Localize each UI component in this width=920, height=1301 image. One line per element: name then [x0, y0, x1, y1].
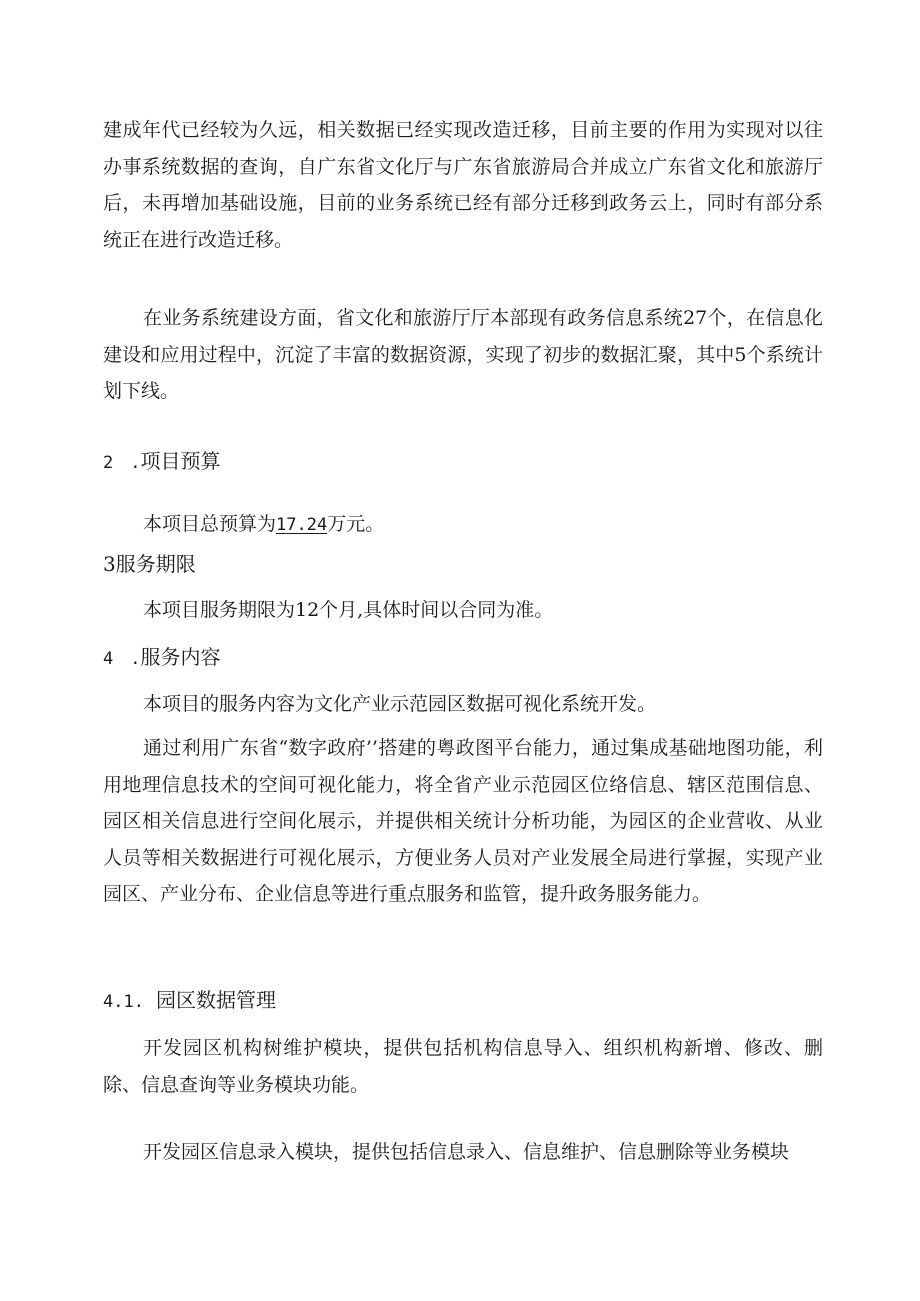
paragraph-service-period: 本项目服务期限为12个月,具体时间以合同为准。	[143, 599, 554, 621]
heading-park-data-title: 园区数据管理	[155, 988, 276, 1012]
paragraph-info-entry: 开发园区信息录入模块，提供包括信息录入、信息维护、信息删除等业务模块	[143, 1141, 790, 1163]
budget-suffix: 万元。	[327, 513, 385, 535]
heading-service-content-number: 4 .	[103, 649, 141, 669]
heading-park-data-number: 4.1.	[103, 992, 144, 1012]
heading-park-data-management	[103, 985, 276, 1017]
paragraph-infrastructure: 建成年代已经较为久远，相关数据已经实现改造迁移，目前主要的作用为实现对以往办事系统数据的查询，自广东省文化厅与广东省旅游局合并成立广东省文化和旅游厅后，未再增加基础设施，目前的业务系统已经有部分迁移到政务云上，同时有部分系统正在进行改造迁移。	[103, 119, 823, 251]
paragraph-budget	[103, 506, 823, 544]
heading-budget-number: 2 .	[103, 453, 141, 473]
heading-service-content-title: 服务内容	[140, 645, 221, 669]
heading-budget-title: 项目预算	[140, 449, 221, 473]
paragraph-org-tree: 开发园区机构树维护模块，提供包括机构信息导入、组织机构新增、修改、删除、信息查询等业务模块功能。	[103, 1037, 823, 1096]
heading-service-content	[103, 642, 220, 674]
budget-amount: 17.24	[276, 515, 328, 535]
heading-budget	[103, 446, 220, 478]
paragraph-content-detail: 通过利用广东省“数字政府’’搭建的粤政图平台能力，通过集成基础地图功能，利用地理信息技术的空间可视化能力，将全省产业示范园区位络信息、辖区范围信息、园区相关信息进行空间化展示，并提供相关统计分析功能，为园区的企业营收、从业人员等相关数据进行可视化展示，方便业务人员对产业发展全局进行掌握，实现产业园区、产业分布、企业信息等进行重点服务和监管，提升政务服务能力。	[103, 737, 823, 905]
paragraph-content-summary: 本项目的服务内容为文化产业示范园区数据可视化系统开发。	[143, 693, 657, 715]
paragraph-business-systems: 在业务系统建设方面，省文化和旅游厅厅本部现有政务信息系统27个，在信息化建设和应用过程中，沉淀了丰富的数据资源，实现了初步的数据汇聚，其中5个系统计划下线。	[103, 307, 823, 402]
heading-service-period: 3服务期限	[103, 552, 196, 576]
budget-prefix: 本项目总预算为	[143, 513, 277, 535]
